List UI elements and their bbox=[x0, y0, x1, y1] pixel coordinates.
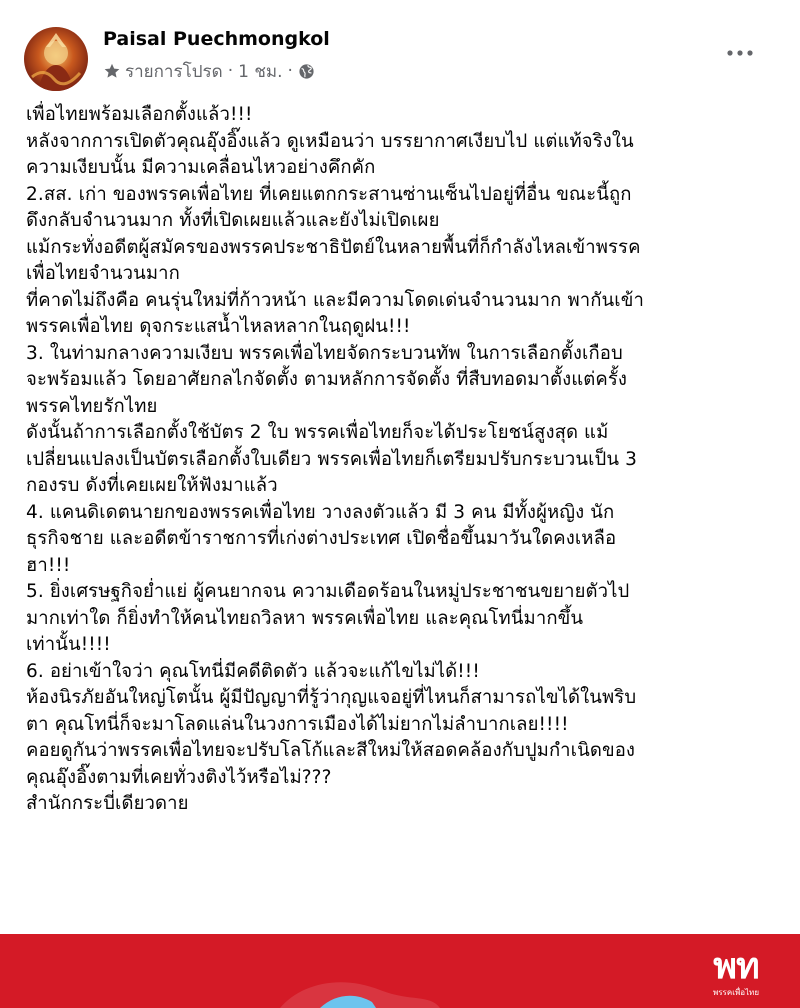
post-text-line: 2.สส. เก่า ของพรรคเพื่อไทย ที่เคยแตกกระสานซ่านเซ็นไปอยู่ที่อื่น ขณะนี้ถูก bbox=[26, 183, 632, 205]
post-image-banner[interactable] bbox=[0, 934, 800, 1008]
post-text-line: 4. แคนดิเดตนายกของพรรคเพื่อไทย วางลงตัวแล้ว มี 3 คน มีทั้งผู้หญิง นัก bbox=[26, 501, 615, 523]
star-icon bbox=[103, 62, 121, 80]
post-text-line: เท่านั้น!!!! bbox=[26, 634, 111, 655]
post-text-line: 3. ในท่ามกลางความเงียบ พรรคเพื่อไทยจัดกระบวนทัพ ในการเลือกตั้งเกือบ bbox=[26, 342, 623, 364]
post-text-line: จะพร้อมแล้ว โดยอาศัยกลไกจัดตั้ง ตามหลักการจัดตั้ง ที่สืบทอดมาตั้งแต่ครั้ง bbox=[26, 369, 628, 390]
post-meta bbox=[103, 58, 315, 84]
post-text-line: แม้กระทั่งอดีตผู้สมัครของพรรคประชาธิปัตย์ในหลายพื้นที่ก็กำลังไหลเข้าพรรค bbox=[26, 236, 641, 258]
post-text-line: ห้องนิรภัยอันใหญ่โตนั้น ผู้มีปัญญาที่รู้ว่ากุญแจอยู่ที่ไหนก็สามารถไขได้ในพริบ bbox=[26, 687, 637, 708]
audience-label[interactable]: รายการโปรด bbox=[125, 61, 223, 82]
post-text-line: พรรคเพื่อไทย ดุจกระแสน้ำไหลหลากในฤดูฝน!!! bbox=[26, 316, 411, 337]
post-text-line: คอยดูกันว่าพรรคเพื่อไทยจะปรับโลโก้และสีใหม่ให้สอดคล้องกับปูมกำเนิดของ bbox=[26, 740, 636, 761]
post-text-line: พรรคไทยรักไทย bbox=[26, 395, 158, 417]
post-text-line: มากเท่าใด ก็ยิ่งทำให้คนไทยถวิลหา พรรคเพื่อไทย และคุณโทนี่มากขึ้น bbox=[26, 607, 584, 629]
post-text-line: คุณอุ๊งอิ๊งตามที่เคยทั่วงติงไว้หรือไม่??? bbox=[26, 766, 332, 788]
more-options-button[interactable] bbox=[722, 40, 758, 66]
logo-subtext: พรรคเพื่อไทย bbox=[712, 988, 759, 997]
meta-separator-2: · bbox=[287, 61, 293, 81]
post-text-line: หลังจากการเปิดตัวคุณอุ๊งอิ๊งแล้ว ดูเหมือนว่า บรรยากาศเงียบไป แต่แท้จริงใน bbox=[26, 130, 634, 152]
author-name[interactable]: Paisal Puechmongkol bbox=[103, 28, 330, 50]
post-text-line: กองรบ ดังที่เคยเผยให้ฟังมาแล้ว bbox=[26, 475, 278, 496]
post-text-line: เพื่อไทยพร้อมเลือกตั้งแล้ว!!! bbox=[26, 104, 253, 125]
post-text-line: สำนักกระบี่เดียวดาย bbox=[26, 793, 189, 814]
party-logo bbox=[700, 946, 772, 1008]
post-text-line: เปลี่ยนแปลงเป็นบัตรเลือกตั้งใบเดียว พรรคเพื่อไทยก็เตรียมปรับกระบวนเป็น 3 bbox=[26, 448, 637, 470]
avatar-image bbox=[24, 27, 88, 91]
post-text-line: 6. อย่าเข้าใจว่า คุณโทนี่มีคดีติดตัว แล้วจะแก้ไขไม่ได้!!! bbox=[26, 660, 480, 682]
post-text-line: ความเงียบนั้น มีความเคลื่อนไหวอย่างคึกคัก bbox=[26, 157, 376, 178]
post-text-line: เพื่อไทยจำนวนมาก bbox=[26, 263, 180, 284]
post-text-line: ธุรกิจชาย และอดีตข้าราชการที่เก่งต่างประเทศ เปิดชื่อขึ้นมาวันใดคงเหลือ bbox=[26, 528, 617, 549]
post-text-line: ที่คาดไม่ถึงคือ คนรุ่นใหม่ที่ก้าวหน้า และมีความโดดเด่นจำนวนมาก พากันเข้า bbox=[26, 289, 644, 311]
post-body bbox=[26, 102, 786, 818]
author-avatar[interactable] bbox=[24, 27, 88, 91]
post-text-line: ตา คุณโทนี่ก็จะมาโลดแล่นในวงการเมืองได้ไม่ยากไม่ลำบากเลย!!!! bbox=[26, 713, 569, 735]
post-text-line: ฮา!!! bbox=[26, 554, 71, 576]
post-time[interactable]: 1 ชม. bbox=[238, 61, 283, 82]
meta-separator: · bbox=[227, 61, 234, 81]
post-text-line: ดังนั้นถ้าการเลือกตั้งใช้บัตร 2 ใบ พรรคเพื่อไทยก็จะได้ประโยชน์สูงสุด แม้ bbox=[26, 422, 609, 443]
post-text-line: 5. ยิ่งเศรษฐกิจย่ำแย่ ผู้คนยากจน ความเดือดร้อนในหมู่ประชาชนขยายตัวไป bbox=[26, 581, 630, 602]
logo-text: พท bbox=[713, 945, 759, 987]
banner-decoration bbox=[0, 934, 800, 1008]
globe-icon[interactable] bbox=[298, 63, 315, 80]
more-options-icon bbox=[727, 50, 753, 56]
post-text-line: ดึงกลับจำนวนมาก ทั้งที่เปิดเผยแล้วและยังไม่เปิดเผย bbox=[26, 210, 440, 231]
